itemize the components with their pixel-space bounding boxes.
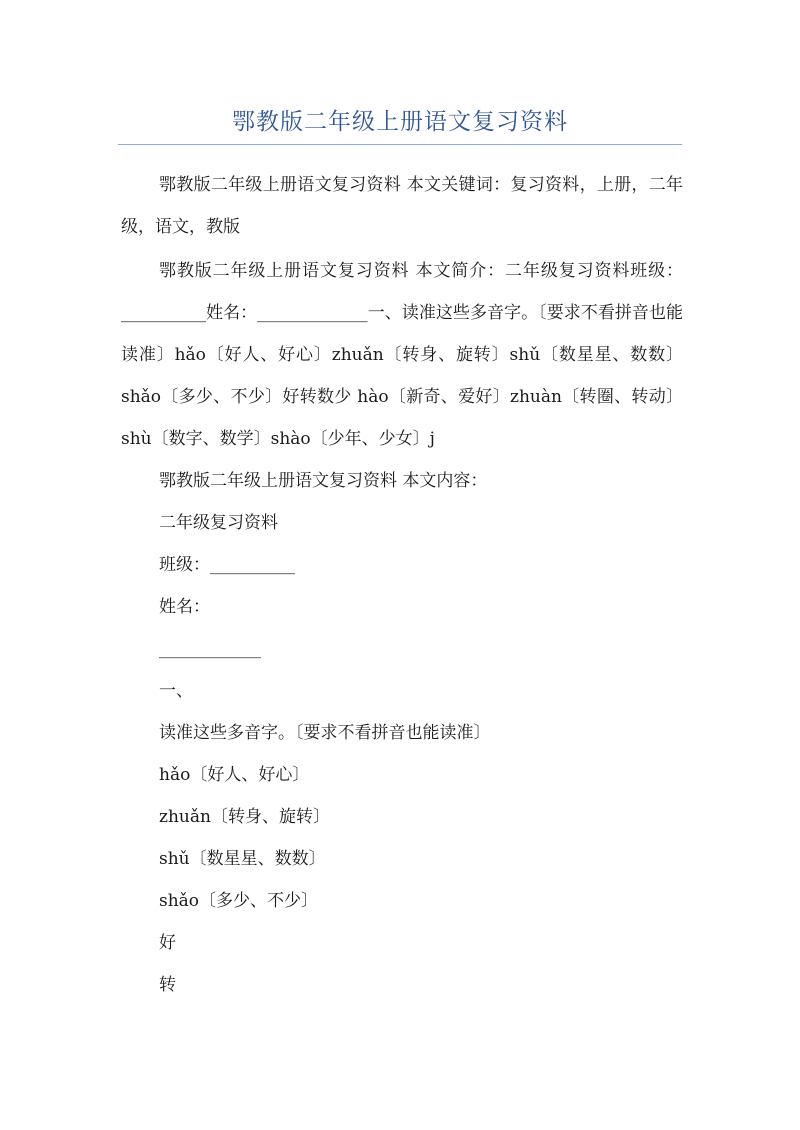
keywords-paragraph: 鄂教版二年级上册语文复习资料 本文关键词：复习资料，上册，二年级，语文，教版 — [121, 175, 683, 237]
body-line: 班级：__________ — [159, 555, 295, 575]
body-line: shǎo〔多少、不少〕 — [159, 891, 319, 911]
body-line: 转 — [159, 975, 176, 995]
body-line: 姓名： — [159, 597, 210, 617]
body-line: 二年级复习资料 — [159, 513, 278, 533]
body-line: 一、 — [159, 681, 193, 701]
body-line: zhuǎn〔转身、旋转〕 — [159, 807, 330, 827]
body-line: hǎo〔好人、好心〕 — [159, 765, 310, 785]
document-title: 鄂教版二年级上册语文复习资料 — [232, 109, 568, 135]
body-line: ____________ — [159, 639, 261, 659]
body-line: 读准这些多音字。〔要求不看拼音也能读准〕 — [159, 723, 491, 743]
title-divider — [118, 144, 682, 145]
content-heading: 鄂教版二年级上册语文复习资料 本文内容： — [159, 471, 488, 491]
intro-paragraph: 鄂教版二年级上册语文复习资料 本文简介：二年级复习资料班级：__________姓名：_____________一、读准这些多音字。〔要求不看拼音也能读准〕hǎo〔好人、好心〕zhuǎn〔转身、旋转〕shǔ〔数星星、数数〕shǎo〔多少、不少〕好转数少 hào〔新奇、爱好〕zhuàn〔转圈、转动〕shù〔数字、数学〕shào〔少年、少女〕j — [121, 261, 683, 449]
body-line: shǔ〔数星星、数数〕 — [159, 849, 326, 869]
body-line: 好 — [159, 933, 176, 953]
